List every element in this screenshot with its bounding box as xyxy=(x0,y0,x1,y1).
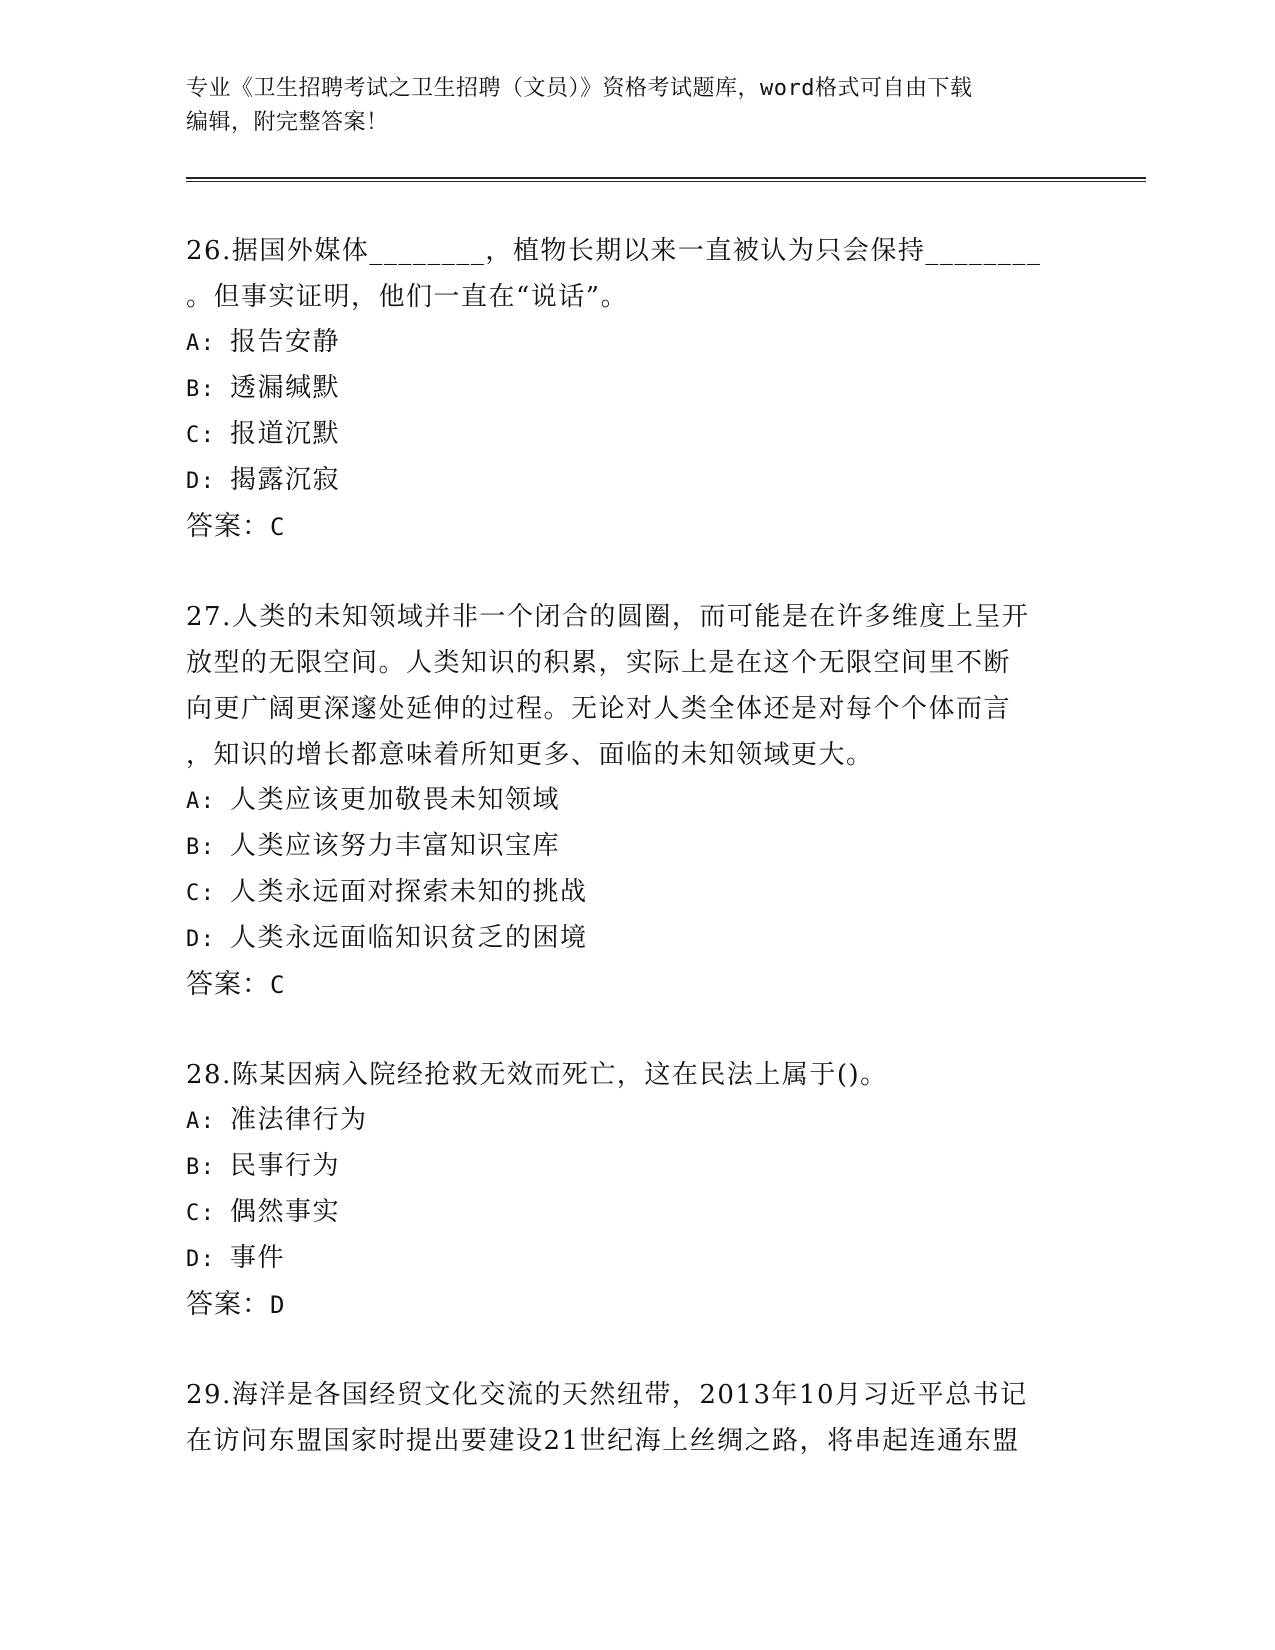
question-block xyxy=(186,1372,1086,1464)
question-stem-line: 向更广阔更深邃处延伸的过程。无论对人类全体还是对每个个体而言 xyxy=(186,694,1012,724)
option-text: 报告安静 xyxy=(230,327,341,357)
option-key: A: xyxy=(186,789,216,814)
answer-option xyxy=(186,458,1086,504)
option-key: A: xyxy=(186,331,216,356)
option-key: C: xyxy=(186,881,216,906)
option-key: B: xyxy=(186,377,216,402)
option-text: 揭露沉寂 xyxy=(230,465,341,495)
answer-option xyxy=(186,870,1086,916)
option-text: 偶然事实 xyxy=(230,1197,341,1227)
option-text: 透漏缄默 xyxy=(230,373,341,403)
question-block xyxy=(186,1052,1086,1328)
answer-option xyxy=(186,366,1086,412)
answer-option xyxy=(186,824,1086,870)
answer-label: 答案： xyxy=(186,511,270,542)
question-block xyxy=(186,594,1086,1008)
answer-option xyxy=(186,1144,1086,1190)
answer-option xyxy=(186,1190,1086,1236)
answer-option xyxy=(186,412,1086,458)
option-text: 人类永远面临知识贫乏的困境 xyxy=(230,923,588,953)
option-key: C: xyxy=(186,1201,216,1226)
answer-label: 答案： xyxy=(186,969,270,1000)
answer-value: D xyxy=(270,1291,286,1319)
answer-option xyxy=(186,916,1086,962)
option-text: 人类应该更加敬畏未知领域 xyxy=(230,785,561,815)
option-key: D: xyxy=(186,927,216,952)
header-line-1: 专业《卫生招聘考试之卫生招聘（文员）》资格考试题库，word格式可自由下载 xyxy=(186,76,973,101)
option-text: 报道沉默 xyxy=(230,419,341,449)
answer-label: 答案： xyxy=(186,1289,270,1320)
question-stem-line: 26.据国外媒体________，植物长期以来一直被认为只会保持________ xyxy=(186,236,1042,266)
question-stem-line: ，知识的增长都意味着所知更多、面临的未知领域更大。 xyxy=(186,740,874,770)
option-key: A: xyxy=(186,1109,216,1134)
answer-option xyxy=(186,1098,1086,1144)
answer-option xyxy=(186,320,1086,366)
option-key: D: xyxy=(186,469,216,494)
question-stem-line: 27.人类的未知领域并非一个闭合的圆圈，而可能是在许多维度上呈开 xyxy=(186,602,1030,632)
answer-option xyxy=(186,778,1086,824)
option-key: C: xyxy=(186,423,216,448)
answer-value: C xyxy=(270,513,286,541)
question-block xyxy=(186,228,1086,550)
answer-option xyxy=(186,1236,1086,1282)
question-stem-line: 。但事实证明，他们一直在“说话”。 xyxy=(186,282,629,312)
header-divider xyxy=(186,177,1146,182)
option-key: B: xyxy=(186,1155,216,1180)
answer-line xyxy=(186,962,1086,1008)
option-key: D: xyxy=(186,1247,216,1272)
question-stem-line: 28.陈某因病入院经抢救无效而死亡，这在民法上属于()。 xyxy=(186,1060,888,1090)
question-stem-line: 在访问东盟国家时提出要建设21世纪海上丝绸之路，将串起连通东盟 xyxy=(186,1426,1020,1456)
header-line-2: 编辑，附完整答案！ xyxy=(186,110,389,135)
option-text: 事件 xyxy=(230,1243,286,1273)
option-text: 人类应该努力丰富知识宝库 xyxy=(230,831,561,861)
question-stem-line: 29.海洋是各国经贸文化交流的天然纽带，2013年10月习近平总书记 xyxy=(186,1380,1028,1410)
answer-line xyxy=(186,504,1086,550)
option-text: 民事行为 xyxy=(230,1151,341,1181)
question-stem-line: 放型的无限空间。人类知识的积累，实际上是在这个无限空间里不断 xyxy=(186,648,1012,678)
answer-value: C xyxy=(270,971,286,999)
option-text: 准法律行为 xyxy=(230,1105,368,1135)
document-header xyxy=(186,72,1086,140)
answer-line xyxy=(186,1282,1086,1328)
option-text: 人类永远面对探索未知的挑战 xyxy=(230,877,588,907)
option-key: B: xyxy=(186,835,216,860)
question-list xyxy=(186,228,1086,1508)
